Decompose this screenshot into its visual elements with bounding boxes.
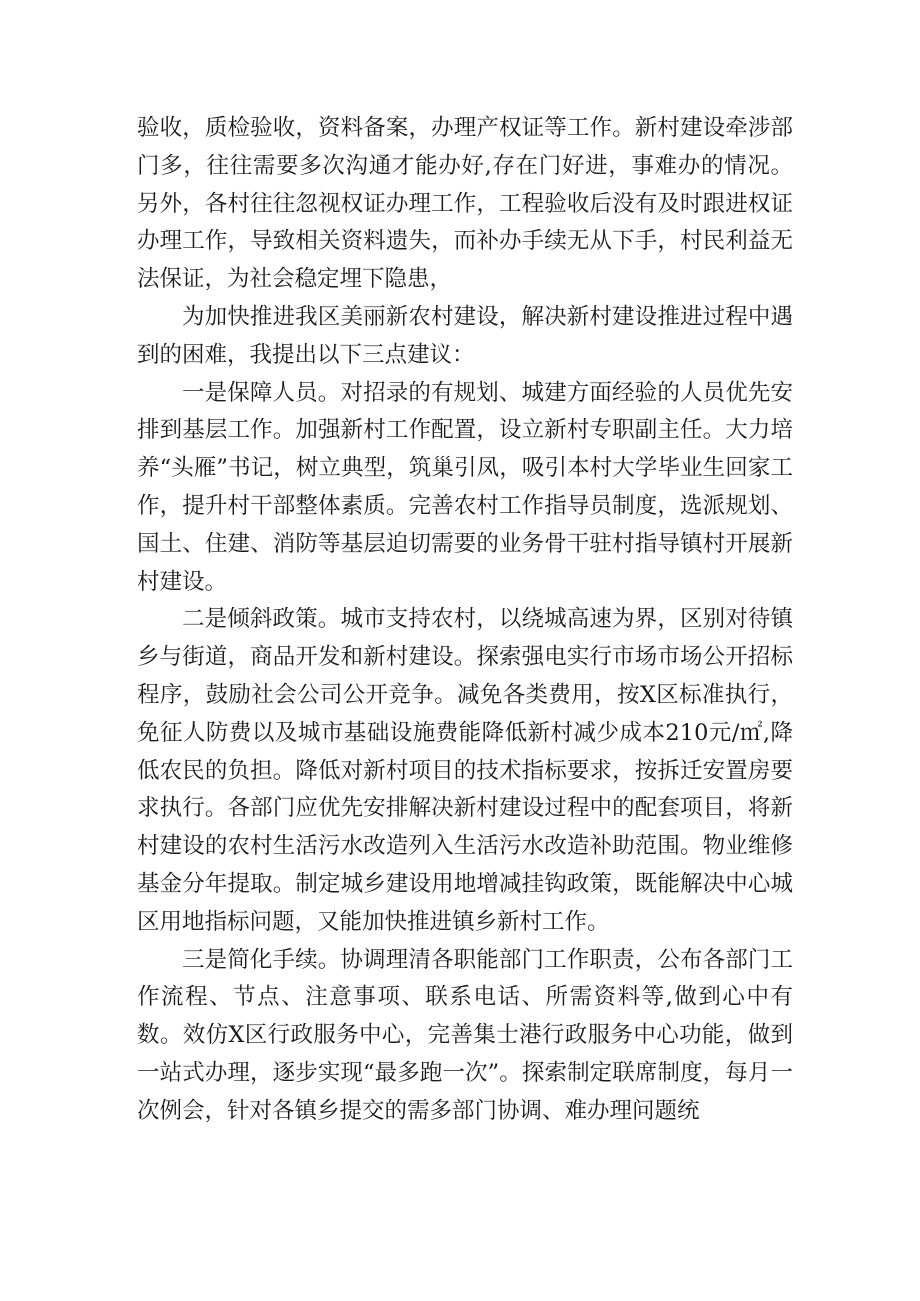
document-body xyxy=(137,110,793,1131)
paragraph-intro-suggestions: 为加快推进我区美丽新农村建设，解决新村建设推进过程中遇到的困难，我提出以下三点建议： xyxy=(137,303,793,368)
paragraph-continuation: 验收，质检验收，资料备案，办理产权证等工作。新村建设牵涉部门多，往往需要多次沟通才能办好,存在门好进，事难办的情况。另外，各村往往忽视权证办理工作，工程验收后没有及时跟进权证办理工作，导致相关资料遗失，而补办手续无从下手，村民利益无法保证，为社会稳定埋下隐患， xyxy=(137,115,793,293)
paragraph-suggestion-procedures: 三是简化手续。协调理清各职能部门工作职责，公布各部门工作流程、节点、注意事项、联系电话、所需资料等,做到心中有数。效仿X区行政服务中心，完善集士港行政服务中心功能，做到一站式办理，逐步实现“最多跑一次”。探索制定联席制度，每月一次例会，针对各镇乡提交的需多部门协调、难办理问题统 xyxy=(137,946,793,1124)
paragraph-suggestion-staffing: 一是保障人员。对招录的有规划、城建方面经验的人员优先安排到基层工作。加强新村工作配置，设立新村专职副主任。大力培养“头雁”书记，树立典型，筑巢引凤，吸引本村大学毕业生回家工作，提升村干部整体素质。完善农村工作指导员制度，选派规划、国土、住建、消防等基层迫切需要的业务骨干驻村指导镇村开展新村建设。 xyxy=(137,379,793,595)
paragraph-suggestion-policy: 二是倾斜政策。城市支持农村，以绕城高速为界，区别对待镇乡与街道，商品开发和新村建设。探索强电实行市场市场公开招标程序，鼓励社会公司公开竞争。减免各类费用，按X区标准执行，免征人防费以及城市基础设施费能降低新村减少成本210元/㎡,降低农民的负担。降低对新村项目的技术指标要求，按拆迁安置房要求执行。各部门应优先安排解决新村建设过程中的配套项目，将新村建设的农村生活污水改造列入生活污水改造补助范围。物业维修基金分年提取。制定城乡建设用地增减挂钩政策，既能解决中心城区用地指标问题，又能加快推进镇乡新村工作。 xyxy=(137,606,793,935)
